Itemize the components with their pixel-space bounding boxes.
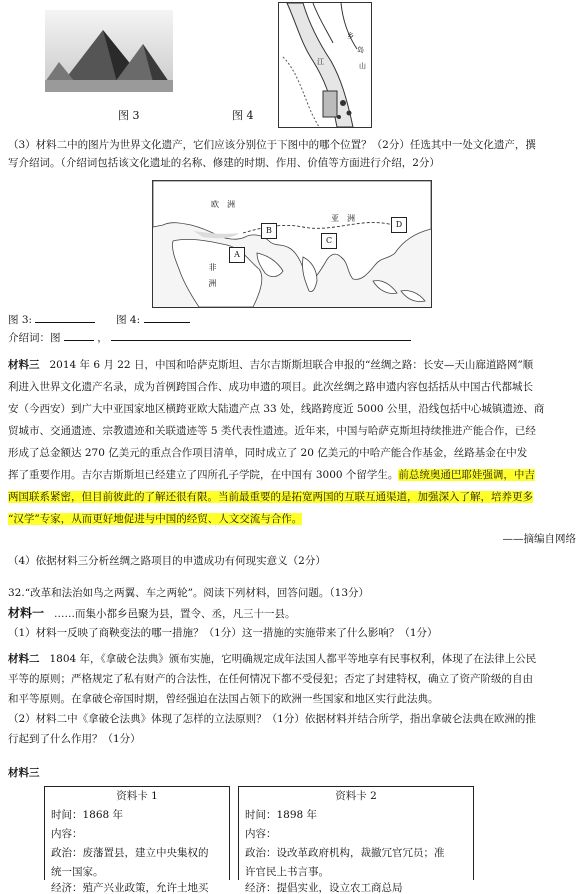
q3-line-2: 写介绍词。（介绍词包括该文化遗址的名称、修建的时期、作用、价值等方面进行介绍，2分） — [8, 157, 440, 169]
fig3-caption: 图 3 — [118, 109, 140, 122]
material3-line-6 — [8, 488, 533, 507]
material3-title: 材料三 — [8, 359, 40, 371]
material3-line-5 — [8, 466, 535, 485]
card2-politics-2: 许官民上书言事。 — [245, 866, 329, 878]
fig4-caption: 图 4 — [232, 109, 254, 122]
info-card-2 — [238, 786, 474, 894]
q32-m1-title: 材料一 — [8, 606, 45, 620]
map-marker-d: D — [391, 217, 407, 233]
fig3-answer-label: 图 3: — [8, 314, 33, 326]
material3-highlight-1: 两国联系紧密，但目前彼此的了解还很有限。当前最重要的是拓宽两国的互联互通渠道，加强深入了解，培养更多 — [8, 491, 533, 503]
material3-text-0: 2014 年 6 月 22 日，中国和哈萨克斯坦、吉尔吉斯斯坦联合申报的“丝绸之路：长安—天山廊道路网”顺 — [49, 359, 534, 371]
q32-m1-question: （1）材料一反映了商鞅变法的哪一措施？（1分）这一措施的实施带来了什么影响？（1分） — [8, 627, 438, 639]
material3-line-3: 贸城市、交通遗迹、宗教遗迹和关联遗迹等 5 类代表性遗迹。近年来，中国与哈萨克斯坦持续推进产能合作，已经 — [8, 425, 536, 437]
material3-line-7 — [8, 510, 302, 529]
q32-m3-title: 材料三 — [8, 767, 40, 779]
q32-stem: 32.“改革和法治如鸟之两翼、车之两轮”。阅读下列材料，回答问题。（13分） — [8, 587, 370, 599]
card1-title: 资料卡 1 — [116, 790, 158, 802]
card1-content: 内容： — [51, 828, 83, 840]
river-map — [278, 2, 372, 128]
card1-economy-cut: 经济：殖产兴业政策，允许土地买 — [51, 882, 209, 894]
map4-label-3: 山 — [359, 62, 366, 70]
intro-row — [8, 328, 411, 348]
info-card-1 — [44, 786, 230, 894]
material3-line-2: 安（今西安）到广大中亚国家地区横跨亚欧大陆遗产点 33 处，线路跨度近 5000 公里，沿线包括中心城镇遗迹、商 — [8, 403, 545, 415]
map-marker-b: B — [261, 223, 277, 239]
material3-line-4: 形成了总金额达 270 亿美元的重点合作项目清单，同时成立了 20 亿美元的中哈产能合作基金，丝路基金在中发 — [8, 447, 528, 459]
material3-highlight-2: “汉学”专家，从而更好地促进与中国的经贸、人文交流与合作。 — [8, 513, 303, 525]
q32-m2-question-2: 行起到了什么作用？（1分） — [8, 733, 141, 745]
q4: （4）依据材料三分析丝绸之路项目的申遗成功有何现实意义（2分） — [8, 555, 326, 567]
card2-time: 时间：1898 年 — [245, 809, 318, 821]
silk-road-map — [152, 180, 432, 308]
map-label-europe: 欧 洲 — [211, 200, 235, 209]
map4-label-4: 江 — [317, 58, 324, 66]
map-marker-c: C — [321, 233, 337, 249]
card2-economy-cut: 经济：提倡实业，设立农工商总局 — [245, 882, 403, 894]
intro-comma: ， — [97, 332, 108, 344]
material3-text-5: 挥了重要作用。吉尔吉斯斯坦已经建立了四所孔子学院，在中国有 3000 个留学生。 — [8, 469, 399, 481]
fig3-answer-blank[interactable] — [35, 310, 95, 323]
q32-m1-row — [8, 604, 296, 624]
fig4-answer-label: 图 4: — [116, 314, 141, 326]
map4-label-1: 乡 — [347, 32, 354, 40]
q3-line-1: （3）材料二中的图片为世界文化遗产，它们应该分别位于下图中的哪个位置？（2分）任选其中一处文化遗产，撰 — [8, 139, 536, 151]
card2-politics: 政治：设改革政府机构，裁撤冗官冗员；准 — [245, 847, 445, 859]
map4-label-2: 岛 — [357, 46, 364, 54]
pyramids-photo — [45, 10, 173, 92]
material3-line-1: 利进入世界文化遗产名录，成为首例跨国合作、成功申遗的项目。此次丝绸之路申遗内容包括括从中国古代都城长 — [8, 381, 533, 393]
q32-m2-line-0 — [8, 650, 536, 669]
card2-content: 内容： — [245, 828, 277, 840]
q32-m2-title: 材料二 — [8, 653, 40, 665]
card2-title: 资料卡 2 — [335, 790, 377, 802]
map-marker-a: A — [229, 247, 245, 263]
answer-row — [8, 310, 190, 330]
q32-m2-text-0: 1804 年，《拿破仑法典》颁布实施，它明确规定成年法国人都平等地享有民事权利，体现了在法律上公民 — [49, 653, 537, 665]
map-label-africa: 非 洲 — [208, 263, 217, 287]
q32-m1-text: ……而集小都乡邑聚为县，置令、丞，凡三十一县。 — [54, 608, 296, 620]
card1-time: 时间：1868 年 — [51, 809, 124, 821]
q32-m2-line-2: 和平等原则。在拿破仑帝国时期，曾经强迫在法国占领下的欧洲一些国家和地区实行此法典。 — [8, 693, 439, 705]
intro-label: 介绍词：图 — [8, 332, 61, 344]
card1-politics: 政治：废藩置县，建立中央集权的 — [51, 847, 209, 859]
fig4-answer-blank[interactable] — [144, 310, 190, 323]
material3-highlight-tail: 前总统奥通巴耶娃强调，中吉 — [398, 469, 535, 481]
material3-source: ——摘编自网络 — [502, 533, 576, 545]
q32-m2-line-1: 平等的原则；严格规定了私有财产的合法性，在任何情况下都不受侵犯；否定了封建特权，确立了资产阶级的自由 — [8, 673, 533, 685]
material3-line-0 — [8, 356, 533, 375]
intro-fig-blank[interactable] — [64, 328, 94, 341]
card1-politics-2: 统一国家。 — [51, 866, 104, 878]
map-label-asia: 亚 洲 — [331, 214, 355, 223]
intro-text-blank[interactable] — [111, 328, 411, 341]
q32-m2-question-1: （2）材料二中《拿破仑法典》体现了怎样的立法原则？（1分）依据材料并结合所学，指出拿破仑法典在欧洲的推 — [8, 713, 536, 725]
